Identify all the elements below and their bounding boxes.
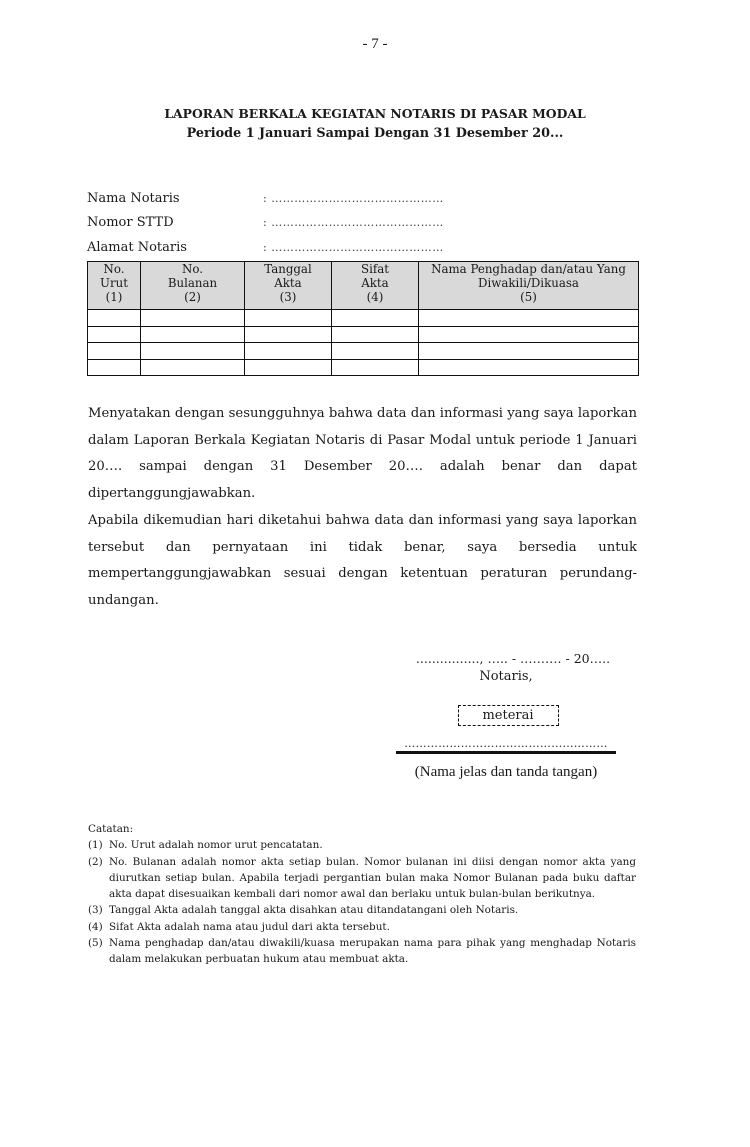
field-label: Nama Notaris — [87, 190, 180, 206]
nomor-sttd-field[interactable]: : ……………………………………… — [263, 216, 444, 230]
table-header-row — [88, 262, 639, 310]
note-text: No. Urut adalah nomor urut pencatatan. — [109, 839, 323, 852]
header-sifat-akta: Sifat Akta (4) — [332, 262, 419, 310]
table-cell[interactable] — [141, 343, 245, 360]
note-item — [88, 854, 636, 903]
statement-paragraph-2: Apabila dikemudian hari diketahui bahwa data dan informasi yang saya laporkan tersebut dan pernyataan ini tidak benar, saya bersedia untuk mempertanggungjawabkan sesuai dengan ketentuan peraturan perundang-undangan. — [88, 513, 637, 608]
note-text: No. Bulanan adalah nomor akta setiap bulan. Nomor bulanan ini diisi dengan nomor akta yang diurutkan setiap bulan. Apabila terjadi pergantian bulan maka Nomor Bulanan pada buku daftar akta dapat disesuaikan kembali dari nomor awal dan berlaku untuk bulan-bulan berikutnya. — [109, 855, 636, 901]
report-table — [87, 261, 639, 376]
field-alamat-notaris — [87, 235, 444, 260]
header-nama-penghadap: Nama Penghadap dan/atau Yang Diwakili/Dikuasa (5) — [419, 262, 639, 310]
note-item — [88, 902, 636, 918]
note-text: Nama penghadap dan/atau diwakili/kuasa merupakan nama para pihak yang menghadap Notaris dalam melakukan perbuatan hukum atau membuat akta. — [109, 937, 636, 966]
note-number: (5) — [88, 937, 103, 950]
table-cell[interactable] — [419, 326, 639, 343]
table-row — [88, 359, 639, 376]
meterai-stamp-box: meterai — [458, 705, 559, 726]
table-cell[interactable] — [332, 326, 419, 343]
table-row — [88, 343, 639, 360]
table-cell[interactable] — [245, 310, 332, 327]
table-cell[interactable] — [88, 310, 141, 327]
table-cell[interactable] — [419, 343, 639, 360]
table-cell[interactable] — [332, 310, 419, 327]
header-tanggal-akta: Tanggal Akta (3) — [245, 262, 332, 310]
title-main: LAPORAN BERKALA KEGIATAN NOTARIS DI PASAR MODAL — [164, 106, 586, 121]
table-cell[interactable] — [88, 359, 141, 376]
field-label: Alamat Notaris — [87, 239, 187, 255]
note-number: (2) — [88, 855, 103, 868]
table-cell[interactable] — [88, 343, 141, 360]
signature-caption: (Nama jelas dan tanda tangan) — [414, 763, 598, 780]
table-cell[interactable] — [141, 359, 245, 376]
note-item — [88, 919, 636, 935]
header-no-bulanan: No. Bulanan (2) — [141, 262, 245, 310]
notes-section — [88, 821, 636, 968]
note-number: (1) — [88, 839, 103, 852]
signature-block — [390, 650, 622, 781]
note-item — [88, 935, 636, 968]
signature-underline — [396, 751, 616, 754]
nama-notaris-field[interactable]: : ……………………………………… — [263, 191, 444, 205]
field-nomor-sttd — [87, 211, 444, 236]
table-row — [88, 326, 639, 343]
statement-paragraph-1: Menyatakan dengan sesungguhnya bahwa data dan informasi yang saya laporkan dalam Laporan Berkala Kegiatan Notaris di Pasar Modal untuk periode 1 Januari 20…. sampai dengan 31 Desember 20…. adalah benar dan dapat dipertanggungjawabkan. — [88, 406, 637, 501]
table-cell[interactable] — [141, 326, 245, 343]
signature-role: Notaris, — [479, 669, 533, 684]
notary-info-fields — [87, 186, 444, 260]
header-no-urut: No. Urut (1) — [88, 262, 141, 310]
table-cell[interactable] — [419, 359, 639, 376]
table-cell[interactable] — [245, 343, 332, 360]
title-period: Periode 1 Januari Sampai Dengan 31 Desember 20... — [186, 126, 564, 141]
signature-date-line[interactable]: ................, ….. - ………. - 20….. — [415, 651, 611, 666]
notes-heading: Catatan: — [88, 823, 134, 835]
table-cell[interactable] — [141, 310, 245, 327]
table-cell[interactable] — [88, 326, 141, 343]
table-row — [88, 310, 639, 327]
note-text: Tanggal Akta adalah tanggal akta disahkan atau ditandatangani oleh Notaris. — [109, 904, 519, 917]
note-item — [88, 837, 636, 853]
page-number: - 7 - — [362, 36, 388, 52]
alamat-notaris-field[interactable]: : ……………………………………… — [263, 240, 444, 254]
note-number: (3) — [88, 904, 103, 917]
table-cell[interactable] — [332, 343, 419, 360]
document-title — [0, 104, 750, 144]
table-cell[interactable] — [332, 359, 419, 376]
table-cell[interactable] — [245, 326, 332, 343]
field-label: Nomor STTD — [87, 215, 174, 231]
table-cell[interactable] — [419, 310, 639, 327]
table-cell[interactable] — [245, 359, 332, 376]
signature-name-line[interactable]: ……………………………………………… — [404, 737, 608, 750]
note-text: Sifat Akta adalah nama atau judul dari akta tersebut. — [109, 920, 390, 933]
note-number: (4) — [88, 920, 103, 933]
field-nama-notaris — [87, 186, 444, 211]
